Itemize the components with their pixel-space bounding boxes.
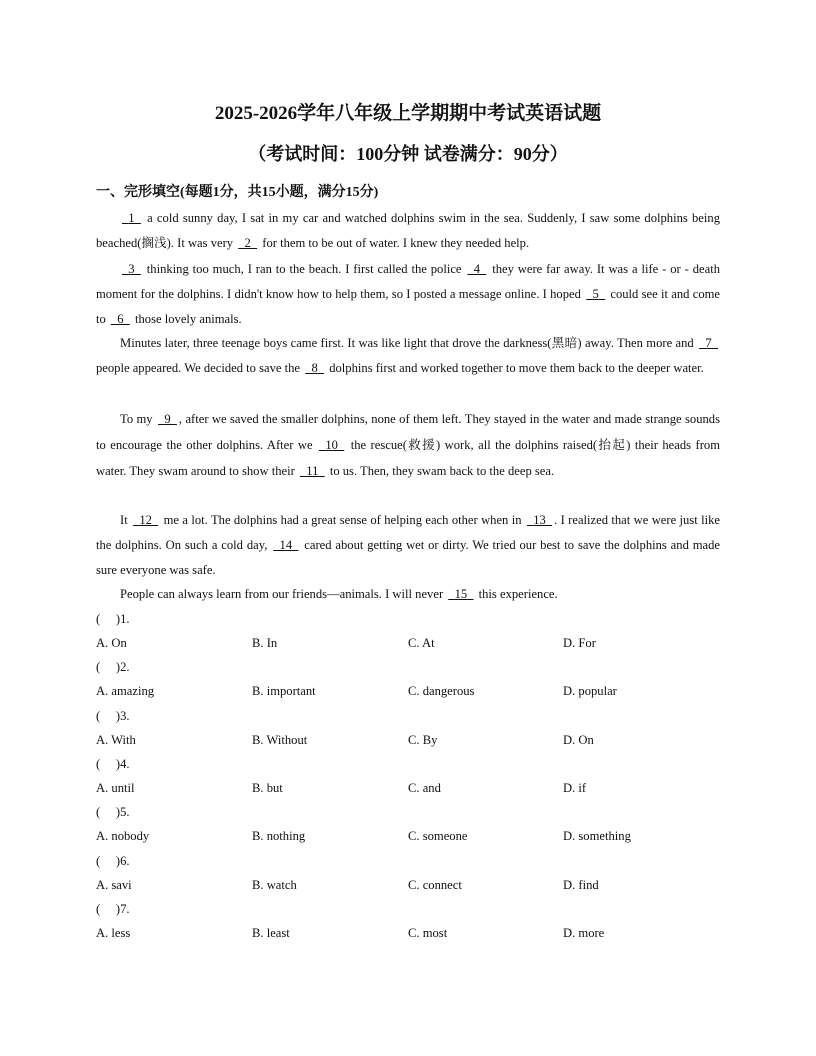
- blank-8: 8: [311, 361, 318, 375]
- option-d[interactable]: D. popular: [563, 684, 617, 698]
- question-options: [96, 926, 720, 946]
- option-b[interactable]: B. watch: [252, 878, 297, 892]
- exam-subtitle: （考试时间：100分钟 试卷满分：90分）: [248, 144, 568, 164]
- option-c[interactable]: C. most: [408, 926, 448, 940]
- option-a[interactable]: A. less: [96, 926, 131, 940]
- blank-10: 10: [325, 438, 338, 452]
- option-c[interactable]: C. and: [408, 781, 441, 795]
- option-b[interactable]: B. In: [252, 636, 278, 650]
- blank-7: 7: [705, 336, 712, 350]
- question-number: ( )7.: [96, 902, 130, 916]
- passage-text: To my: [120, 412, 157, 426]
- question-options: [96, 684, 720, 704]
- blank-5: 5: [592, 287, 599, 301]
- question-number: ( )1.: [96, 612, 130, 626]
- passage-paragraph: [96, 508, 720, 583]
- option-d[interactable]: D. On: [563, 733, 594, 747]
- blank-6: 6: [117, 312, 124, 326]
- option-a[interactable]: A. savi: [96, 878, 132, 892]
- option-a[interactable]: A. With: [96, 733, 136, 747]
- passage-paragraph: [96, 257, 720, 332]
- option-c[interactable]: C. By: [408, 733, 438, 747]
- option-b[interactable]: B. nothing: [252, 829, 306, 843]
- option-b[interactable]: B. important: [252, 684, 316, 698]
- passage-paragraph: [96, 206, 720, 256]
- passage-text: , after we saved the smaller dolphins, none of them left. They stayed in the water and made strange sounds to encourage the other dolphins. After we: [96, 412, 720, 452]
- option-c[interactable]: C. dangerous: [408, 684, 475, 698]
- question-number: ( )6.: [96, 854, 130, 868]
- passage-text: cared about getting wet or dirty. We tried our best to save the dolphins and made sure everyone was safe.: [96, 538, 721, 577]
- option-b[interactable]: B. Without: [252, 733, 308, 747]
- option-c[interactable]: C. At: [408, 636, 435, 650]
- option-c[interactable]: C. connect: [408, 878, 462, 892]
- passage-text: thinking too much, I ran to the beach. I first called the police: [142, 262, 466, 276]
- passage-text: . I realized that we were just like the dolphins. On such a cold day,: [96, 513, 720, 552]
- exam-title: 2025-2026学年八年级上学期期中考试英语试题: [214, 103, 602, 124]
- passage-text: people appeared. We decided to save the: [96, 361, 304, 375]
- passage-text: this experience.: [475, 587, 558, 601]
- question-options: [96, 733, 720, 753]
- question-number: ( )5.: [96, 805, 130, 819]
- passage-text: the rescue(救援) work, all the dolphins raised(抬起) their heads from water. They swam around to show their: [96, 438, 720, 478]
- question-number: ( )4.: [96, 757, 130, 771]
- option-c[interactable]: C. someone: [408, 829, 468, 843]
- passage-paragraph: [96, 331, 720, 381]
- passage-text: for them to be out of water. I knew they needed help.: [259, 236, 530, 250]
- question-number: ( )3.: [96, 709, 130, 723]
- question-options: [96, 829, 720, 849]
- blank-11: 11: [306, 464, 319, 478]
- option-a[interactable]: A. On: [96, 636, 127, 650]
- blank-1: 1: [128, 211, 135, 225]
- blank-4: 4: [473, 262, 481, 276]
- option-d[interactable]: D. if: [563, 781, 587, 795]
- blank-2: 2: [244, 236, 251, 250]
- blank-3: 3: [128, 262, 135, 276]
- blank-13: 13: [533, 513, 546, 527]
- blank-15: 15: [454, 587, 468, 601]
- passage-text: Minutes later, three teenage boys came first. It was like light that drove the darkness(黑暗) away. Then more and: [120, 336, 698, 350]
- passage-text: they were far away. It was a life - or - death moment for the dolphins. I didn't know how to help them, so I posted a message online. I hoped: [96, 262, 720, 301]
- passage-text: It: [120, 513, 132, 527]
- option-b[interactable]: B. least: [252, 926, 290, 940]
- question-options: [96, 636, 720, 656]
- blank-12: 12: [139, 513, 152, 527]
- option-d[interactable]: D. find: [563, 878, 599, 892]
- question-number: ( )2.: [96, 660, 130, 674]
- passage-text: a cold sunny day, I sat in my car and watched dolphins swim in the sea. Suddenly, I saw some dolphins being beached(搁浅). It was very: [96, 211, 720, 250]
- option-d[interactable]: D. more: [563, 926, 605, 940]
- passage-text: People can always learn from our friends—animals. I will never: [120, 587, 447, 601]
- option-b[interactable]: B. but: [252, 781, 283, 795]
- option-d[interactable]: D. something: [563, 829, 631, 843]
- passage-text: me a lot. The dolphins had a great sense of helping each other when in: [160, 513, 525, 527]
- passage-paragraph: [96, 582, 720, 607]
- passage-text: those lovely animals.: [131, 312, 242, 326]
- option-a[interactable]: A. amazing: [96, 684, 155, 698]
- blank-14: 14: [279, 538, 293, 552]
- passage-text: to us. Then, they swam back to the deep sea.: [326, 464, 555, 478]
- option-a[interactable]: A. nobody: [96, 829, 150, 843]
- passage-text: dolphins first and worked together to move them back to the deeper water.: [326, 361, 704, 375]
- question-options: [96, 781, 720, 801]
- passage-paragraph: [96, 406, 720, 484]
- option-d[interactable]: D. For: [563, 636, 596, 650]
- option-a[interactable]: A. until: [96, 781, 135, 795]
- blank-9: 9: [164, 412, 171, 426]
- section-heading: 一、完形填空(每题1分，共15小题，满分15分): [96, 185, 379, 200]
- question-options: [96, 878, 720, 898]
- passage-text: could see it and come to: [96, 287, 720, 326]
